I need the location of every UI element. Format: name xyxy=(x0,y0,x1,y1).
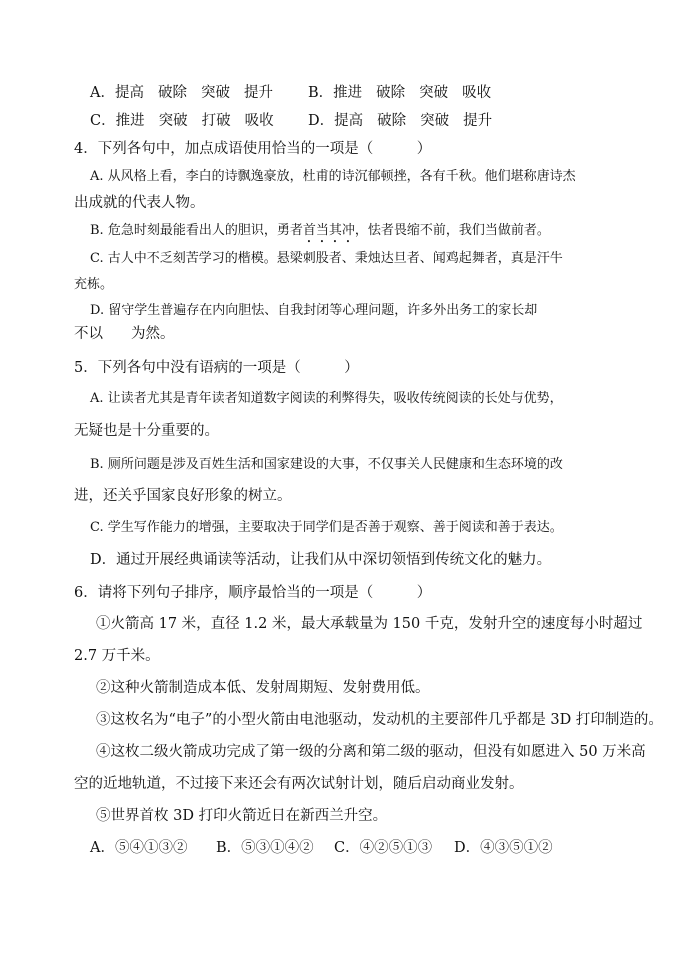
q6-sentence-4-line-1: ④这枚二级火箭成功完成了第一级的分离和第二级的驱动，但没有如愿进入 50 万米高 xyxy=(96,744,646,760)
q6-sentence-1-line-1: ①火箭高 17 米，直径 1.2 米，最大承载量为 150 千克，发射升空的速度每小时超过 xyxy=(96,616,643,632)
q4-option-d-line-2 xyxy=(74,324,175,344)
q3-option-a-word-3: 突破 xyxy=(200,85,230,101)
q3-option-b-word-1: 推进 xyxy=(333,85,363,101)
q4-option-d-idiom-part-1: 不以 xyxy=(74,326,103,342)
q3-option-b-letter: B． xyxy=(308,85,334,101)
q5-option-a-line-1: A. 让读者尤其是青年读者知道数字阅读的利弊得失，吸收传统阅读的长处与优势， xyxy=(90,391,563,406)
q3-options-row-1 xyxy=(90,83,287,103)
q3-option-d-word-4: 提升 xyxy=(463,113,493,129)
q3-option-b-word-3: 突破 xyxy=(419,85,449,101)
q6-option-d: D．④③⑤①② xyxy=(454,840,553,856)
q3-option-c-word-3: 打破 xyxy=(201,113,231,129)
q3-option-c-word-1: 推进 xyxy=(115,113,145,129)
q6-option-b: B．⑤③①④② xyxy=(216,840,314,856)
q3-option-b-word-2: 破除 xyxy=(376,85,406,101)
q6-sentence-3: ③这枚名为“电子”的小型火箭由电池驱动，发动机的主要部件几乎都是 3D 打印制造的。 xyxy=(96,712,663,728)
q4-option-a-line-1: A. 从风格上看，李白的诗飘逸豪放，杜甫的诗沉郁顿挫，各有千秋。他们堪称唐诗杰 xyxy=(90,169,576,184)
q6-stem: 6．请将下列句子排序，顺序最恰当的一项是（ ） xyxy=(74,585,432,601)
q4-option-b-post: ，怯者畏缩不前，我们当做前者。 xyxy=(354,223,550,238)
q4-option-a-line-2: 出成就的代表人物。 xyxy=(74,195,205,211)
q3-option-a-letter: A． xyxy=(90,85,115,101)
q3-option-d-word-1: 提高 xyxy=(334,113,364,129)
q3-option-d-word-3: 突破 xyxy=(420,113,450,129)
q3-option-c-letter: C． xyxy=(90,113,116,129)
q6-sentence-4-line-2: 空的近地轨道，不过接下来还会有两次试射计划，随后启动商业发射。 xyxy=(74,776,524,792)
q4-option-b-pre: B. 危急时刻最能看出人的胆识，勇者 xyxy=(90,223,303,238)
q6-option-c: C．④②⑤①③ xyxy=(334,840,433,856)
q4-option-c-line-2: 充栋。 xyxy=(74,277,114,292)
q3-option-a-word-4: 提升 xyxy=(243,85,273,101)
q4-option-b xyxy=(90,221,550,246)
q3-option-a-word-1: 提高 xyxy=(114,85,144,101)
q3-option-d xyxy=(308,111,506,131)
q5-option-d: D．通过开展经典诵读等活动，让我们从中深切领悟到传统文化的魅力。 xyxy=(90,552,552,568)
q6-option-a: A．⑤④①③② xyxy=(90,840,188,856)
q3-option-c-word-4: 吸收 xyxy=(244,113,274,129)
q3-option-b-word-4: 吸收 xyxy=(462,85,492,101)
q3-option-a xyxy=(90,83,287,103)
q6-sentence-1-line-2: 2.7 万千米。 xyxy=(74,648,160,664)
q5-option-b-line-2: 进，还关乎国家良好形象的树立。 xyxy=(74,488,292,504)
q3-option-c-word-2: 突破 xyxy=(158,113,188,129)
q4-option-c-line-1: C. 古人中不乏刻苦学习的楷模。悬梁刺股者、秉烛达旦者、闻鸡起舞者，真是汗牛 xyxy=(90,251,563,266)
q4-stem: 4．下列各句中，加点成语使用恰当的一项是（ ） xyxy=(74,141,432,157)
q3-option-d-word-2: 破除 xyxy=(377,113,407,129)
q5-stem: 5．下列各句中没有语病的一项是（ ） xyxy=(74,360,359,376)
q5-option-c: C. 学生写作能力的增强，主要取决于同学们是否善于观察、善于阅读和善于表达。 xyxy=(90,520,563,535)
q3-option-a-word-2: 破除 xyxy=(157,85,187,101)
q3-option-c xyxy=(90,111,288,131)
q3-option-b xyxy=(308,83,505,103)
q6-sentence-5: ⑤世界首枚 3D 打印火箭近日在新西兰升空。 xyxy=(96,808,388,824)
q6-sentence-2: ②这种火箭制造成本低、发射周期短、发射费用低。 xyxy=(96,680,430,696)
q4-option-b-idiom: 首当其冲 xyxy=(302,223,355,238)
q5-option-a-line-2: 无疑也是十分重要的。 xyxy=(74,423,219,439)
q4-option-d-line-1: D. 留守学生普遍存在内向胆怯、自我封闭等心理问题，许多外出务工的家长却 xyxy=(90,303,538,318)
q4-option-d-idiom-part-2: 为然。 xyxy=(131,326,175,342)
q3-option-d-letter: D． xyxy=(308,113,335,129)
q5-option-b-line-1: B. 厕所问题是涉及百姓生活和国家建设的大事，不仅事关人民健康和生态环境的改 xyxy=(90,457,563,472)
